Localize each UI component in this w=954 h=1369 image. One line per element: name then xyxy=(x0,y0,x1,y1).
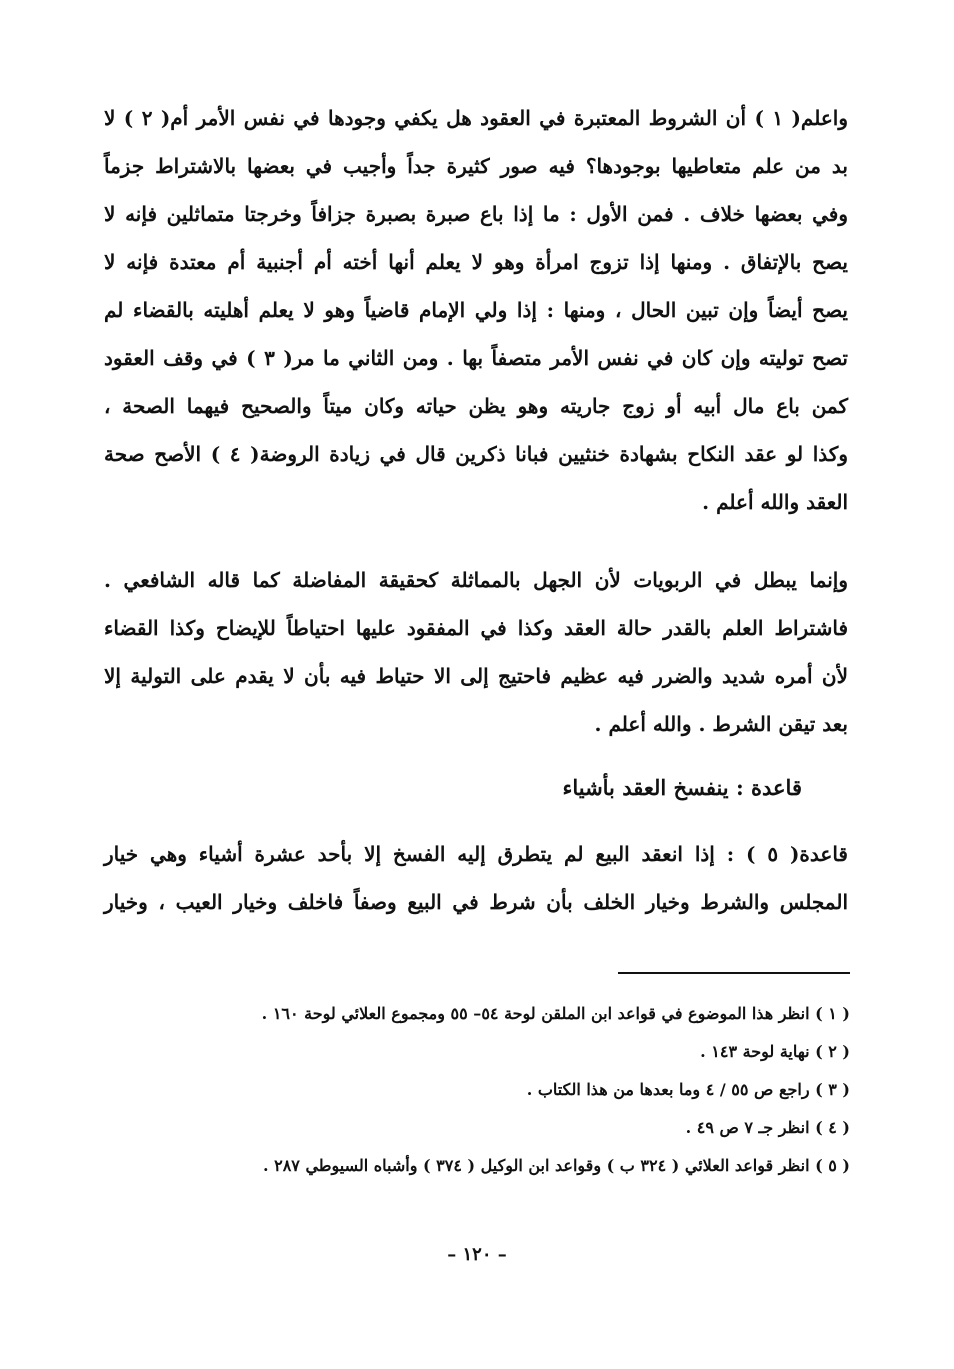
text-line: يصح بالإتفاق . ومنها إذا تزوج امرأة وهو لا يعلم أنها أخته أم أجنبية أم معتدة فإنه لا xyxy=(104,250,848,274)
text-line: المجلس والشرط وخيار الخلف بأن شرط في البيع وصفاً فاخلف وخيار العيب ، وخيار xyxy=(104,890,848,914)
text-line: بد من علم متعاطيها بوجودها؟ فيه صور كثيرة جداً وأجيب في بعضها بالاشتراط جزماً xyxy=(104,154,848,178)
section-heading: قاعدة : ينفسخ العقد بأشياء xyxy=(562,775,802,800)
footnote: ( ٢ ) نهاية لوحة ١٤٣ . xyxy=(700,1042,850,1061)
body-paragraph-3 xyxy=(104,830,848,926)
body-paragraph-1 xyxy=(104,94,848,526)
text-line: فاشتراط العلم بالقدر حالة العقد وكذا في المفقود عليها احتياطاً للإيضاح وكذا القضاء xyxy=(104,616,848,640)
text-line: وكذا لو عقد النكاح بشهادة خنثيين فبانا ذكرين قال في زيادة الروضة( ٤ ) الأصح صحة xyxy=(104,442,848,466)
body-paragraph-2 xyxy=(104,556,848,748)
text-line: واعلم( ١ ) أن الشروط المعتبرة في العقود هل يكفي وجودها في نفس الأمر أم( ٢ ) لا xyxy=(104,106,849,130)
text-line: وإنما يبطل في الربويات لأن الجهل بالمماثلة كحقيقة المفاضلة كما قاله الشافعي . xyxy=(104,568,848,592)
text-line: لأن أمره شديد والضرر فيه عظيم فاحتيج إلى الا حتياط فيه بأن لا يقدم على التولية إلا xyxy=(104,664,848,688)
footnote-divider xyxy=(618,972,850,974)
footnote: ( ٣ ) راجع ص ٥٥ / ٤ وما بعدها من هذا الكتاب . xyxy=(526,1080,850,1099)
footnote: ( ٤ ) انظر جـ ٧ ص ٤٩ . xyxy=(685,1118,850,1137)
text-line: قاعدة( ٥ ) : إذا انعقد البيع لم يتطرق إليه الفسخ إلا بأحد عشرة أشياء وهي خيار xyxy=(104,842,848,866)
footnotes xyxy=(160,995,850,1185)
text-line: وفي بعضها خلاف . فمن الأول : ما إذا باع صبرة بصبرة جزافاً وخرجتا متماثلين فإنه لا xyxy=(104,202,848,226)
text-line: كمن باع مال أبيه أو زوج جاريته وهو يظن حياته وكان ميتاً والصحيح فيهما الصحة ، xyxy=(104,394,848,418)
text-line: يصح أيضاً وإن تبين الحال ، ومنها : إذا ولي الإمام قاضياً وهو لا يعلم أهليته بالقضاء لم xyxy=(104,298,848,322)
text-line: العقد والله أعلم . xyxy=(702,490,848,514)
text-line: تصح توليته وإن كان في نفس الأمر متصفاً بها . ومن الثاني ما مر( ٣ ) في وقف العقود xyxy=(104,346,848,370)
text-line: بعد تيقن الشرط . والله أعلم . xyxy=(594,712,848,736)
footnote: ( ١ ) انظر هذا الموضوع في قواعد ابن الملقن لوحة ٥٤– ٥٥ ومجموع العلائي لوحة ١٦٠ . xyxy=(261,1004,850,1023)
footnote: ( ٥ ) انظر قواعد العلائي ( ٣٢٤ ب ) وقواعد ابن الوكيل ( ٣٧٤ ) وأشباه السيوطي ٢٨٧ . xyxy=(262,1156,850,1175)
page-number: – ١٢٠ – xyxy=(447,1244,507,1265)
